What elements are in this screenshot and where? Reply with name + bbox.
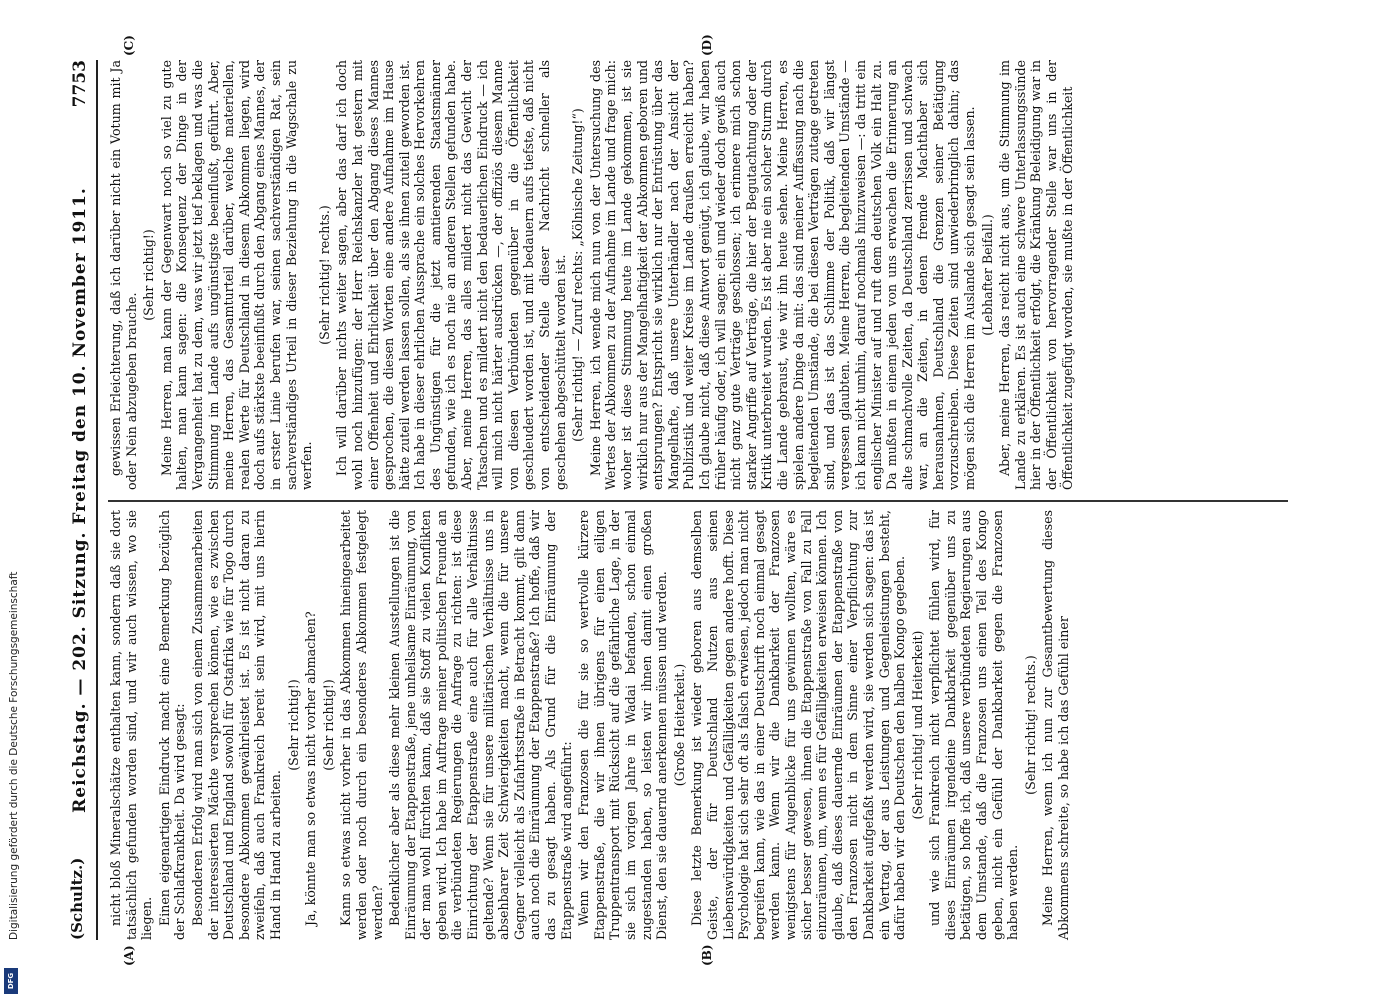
paragraph: Bedenklicher aber als diese mehr kleinen Ausstellungen ist die Einräumung der Etappenstraße, jene unheilsame Einräumung, von der man wohl fürchten kann, daß sie Stoff zu vielen Konflikten geben wird. Ich habe im Auftrage meiner politischen Freunde an die verbündeten Regierungen die Anfrage zu richten: ist diese Einrichtung der Etappenstraße eine auch für alle Verhältnisse geltende? Wenn sie für unsere militärischen Verhältnisse uns in absehbarer Zeit Schwierigkeiten macht, wenn die für unsere Gegner vielleicht als Zufahrtsstraße in Betracht kommt, gilt dann auch noch die Einräumung der Etappenstraße? Ich hoffe, daß wir das zu gesagt haben. Als Grund für die Einräumung der Etappenstraße wird angeführt:	[387, 510, 574, 940]
page-header	[60, 60, 100, 940]
paragraph: Meine Herren, man kann der Gegenwart noch so viel zu gute halten, man kann sagen: die Konsequenz der Dinge in der Vergangenheit hat zu dem, was wir jetzt tief beklagen und was die Stimmung im Lande aufs ungünstigste beeinflußt, geführt. Aber, meine Herren, das Gesamturteil darüber, welche materiellen, realen Werte für Deutschland in diesem Abkommen liegen, wird doch aufs stärkste beeinflußt durch den Abgang eines Mannes, der in erster Linie berufen war, seinen sachverständigen Rat, sein sachverständiges Urteil in dieser Beziehung in die Wagschale zu werfen.	[158, 60, 315, 490]
paragraph: und wie sich Frankreich nicht verpflichtet fühlen wird, für dieses Einräumen irgendeine Dankbarkeit gegenüber uns zu betätigen, so hoffe ich, daß unsere verbündeten Regierungen aus dem Umstande, daß die Franzosen uns einen Teil des Kongo geben, nicht ein Gefühl der Dankbarkeit gegen die Franzosen haben werden.	[927, 510, 1021, 940]
speaker-continuation: (Schultz.)	[68, 857, 86, 940]
paragraph: Ich will darüber nichts weiter sagen, aber das darf ich doch wohl noch hinzufügen: der Herr Reichskanzler hat gestern mit einer Offenheit und Ehrlichkeit über den Abgang dieses Mannes gesprochen, die diesen Worten eine andere Aufnahme im Hause hätte zuteil werden lassen sollen, als sie ihnen zuteil geworden ist. Ich habe in dieser ehrlichen Aussprache ein solches Hervorkehren des Ungünstigen für die jetzt amtierenden Staatsmänner gefunden, wie ich es noch nie an anderen Stellen gefunden habe. Aber, meine Herren, das alles mildert nicht das Gewicht der Tatsachen und es mildert nicht den bedauerlichen Eindruck — ich will mich nicht härter ausdrücken —, der offiziös diesem Manne von diesen Verbündeten gegenüber in die Öffentlichkeit geschleudert worden ist, und mit bedauern aufs tiefste, daß nicht von entscheidender Stelle dieser Nachricht schneller als geschehen abgeschüttelt worden ist.	[334, 60, 568, 490]
paragraph: Meine Herren, ich wende mich nun von der Untersuchung des Wertes der Abkommen zu der Aufnahme im Lande und frage mich: woher ist diese Stimmung heute im Lande gekommen, ist sie wirklich nur aus der Mangelhaftigkeit der Abkommen geboren und entsprungen? Entspricht sie wirklich nur der Entrüstung über das Mangelhafte, daß unsere Unterhändler nach der Ansicht der Publizistik und weiter Kreise im Lande draußen erreicht haben? Ich glaube nicht, daß diese Antwort genügt, ich glaube, wir haben früher häufig oder, ich will sagen: ein und wieder doch gewiß auch nicht ganz gute Verträge geschlossen; ich erinnere mich schon starker Angriffe auf Verträge, die hier der Begutachtung oder der Kritik unterbreitet wurden. Es ist aber nie ein solcher Sturm durch die Lande gebraust, wie wir ihn heute sehen. Meine Herren, es spielen andere Dinge da mit: das sind meiner Auffassung nach die begleitenden Umstände, die bei diesen Verträgen zutage getreten sind, und das ist das Schlimme der Politik, daß wir längst vergessen glaubten. Meine Herren, die begleitenden Umstände — ich kann nicht umhin, darauf nochmals hinzuweisen —: da tritt ein englischer Minister auf und ruft dem deutschen Volk ein Halt zu. Da mußten in einem jeden von uns erwachen die Erinnerung an alte schmachvolle Zeiten, da Deutschland zerrissen und schwach war, an die Zeiten, in denen fremde Machthaber sich herausnahmen, Deutschland die Grenzen seiner Betätigung vorzuschreiben. Diese Zeiten sind unwiederbringlich dahin; das mögen sich die Herren im Auslande sich gesagt sein lassen.	[587, 60, 978, 490]
paragraph: gewissen Erleichterung, daß ich darüber nicht ein Votum mit Ja oder Nein abzugeben brauche.	[108, 60, 139, 490]
paragraph: (Sehr richtig!)	[141, 229, 157, 321]
page-content	[60, 20, 1320, 980]
paragraph: nicht bloß Mineralschätze enthalten kann, sondern daß sie dort tatsächlich gefunden worden sind, und wir auch wissen, wo sie liegen.	[108, 510, 155, 940]
digitization-note: Digitalisierung gefördert durch die Deutsche Forschungsgemeinschaft	[8, 571, 20, 940]
right-column	[108, 60, 1077, 490]
margin-mark-c: (C)	[122, 35, 136, 56]
paragraph: Aber, meine Herren, das reicht nicht aus, um die Stimmung im Lande zu erklären. Es ist auch eine schwere Unterlassungssünde hier in der Öffentlichkeit erfolgt, die Kränkung Beleidigung war in der Öffentlichkeit von hervorragender Stelle war uns in der Öffentlichkeit zugefügt worden, sie mußte in der Öffentlichkeit	[997, 60, 1075, 490]
paragraph: Einen eigenartigen Eindruck macht eine Bemerkung bezüglich der Schlafkrankheit. Da wird gesagt:	[156, 510, 188, 940]
paragraph: (Sehr richtig! rechts.)	[1022, 655, 1038, 795]
paragraph: (Sehr richtig!)	[285, 679, 301, 771]
paragraph: (Sehr richtig! — Zuruf rechts: „Kölnische Zeitung!“)	[570, 108, 586, 442]
margin-mark-d: (D)	[700, 34, 714, 56]
paragraph: (Sehr richtig! und Heiterkeit)	[909, 630, 925, 820]
paragraph: Ja, könnte man so etwas nicht vorher abmachen?	[303, 611, 319, 926]
dfg-logo: DFG	[4, 968, 18, 994]
paragraph: (Sehr richtig!)	[320, 679, 336, 771]
margin-mark-a: (A)	[122, 945, 136, 966]
column-divider	[108, 501, 1288, 503]
paragraph: Wenn wir den Franzosen die für sie so wertvolle kürzere Etappenstraße, die wir ihnen übrigens für einen eiligen Truppentransport mit Rücksicht auf die gefährliche Lage, in der sie sich im vorigen Jahre in Wadai befanden, schon einmal zugestanden haben, so leisten wir ihnen damit einen großen Dienst, den sie dauernd anerkennen müssen und werden.	[576, 510, 670, 940]
paragraph: (Sehr richtig! rechts.)	[316, 205, 332, 345]
paragraph: (Große Heiterkeit.)	[671, 663, 687, 787]
paragraph: Meine Herren, wenn ich nun zur Gesamtbewertung dieses Abkommens schreite, so habe ich das Gefühl einer	[1040, 510, 1072, 940]
paragraph: Besonderen Erfolg wird man sich von einem Zusammenarbeiten der interessierten Mächte versprechen können, wie es zwischen Deutschland und England sowohl für Ostafrika wie für Togo durch besondere Abkommen gewährleistet ist. Es ist nicht daran zu zweifeln, daß auch Frankreich bereit sein wird, mit uns hierin Hand in Hand zu arbeiten.	[189, 510, 283, 940]
paragraph: (Lebhafter Beifall.)	[979, 214, 995, 336]
margin-mark-b: (B)	[700, 944, 714, 966]
paragraph: Diese letzte Bemerkung ist wieder geboren aus demselben Geiste, der für Deutschland Nutzen aus seinen Liebenswürdigkeiten und Gefälligkeiten gegen andere hofft. Diese Psychologie hat sich sehr oft als falsch erwiesen, jedoch man nicht begreifen kann, wie das in einer Deutschrift noch einmal gesagt werden kann. Wenn wir die Dankbarkeit der Franzosen wenigstens für Augenblicke für uns gewinnen wollten, wäre es sicher besser gewesen, ihnen die Etappenstraße von Fall zu Fall einzuräumen, um, wenn es für Gefälligkeiten erweisen können. Ich glaube, daß dieses dauernde Einräumen der Etappenstraße von den Franzosen nicht in dem Sinne einer Verpflichtung zur Dankbarkeit aufgefaßt werden wird, sie werden sich sagen: das ist ein Vertrag, der aus Leistungen und Gegenleistungen besteht, dafür haben wir den Deutschen den halben Kongo gegeben.	[689, 510, 908, 940]
paragraph: Kann so etwas nicht vorher in das Abkommen hineingearbeitet werden oder noch durch ein besonderes Abkommen festgelegt werden?	[338, 510, 385, 940]
page-title: Reichstag. — 202. Sitzung. Freitag den 10. November 1911.	[70, 187, 90, 813]
page-number: 7753	[70, 60, 90, 108]
left-column	[108, 510, 1074, 940]
header-rule	[96, 60, 98, 940]
